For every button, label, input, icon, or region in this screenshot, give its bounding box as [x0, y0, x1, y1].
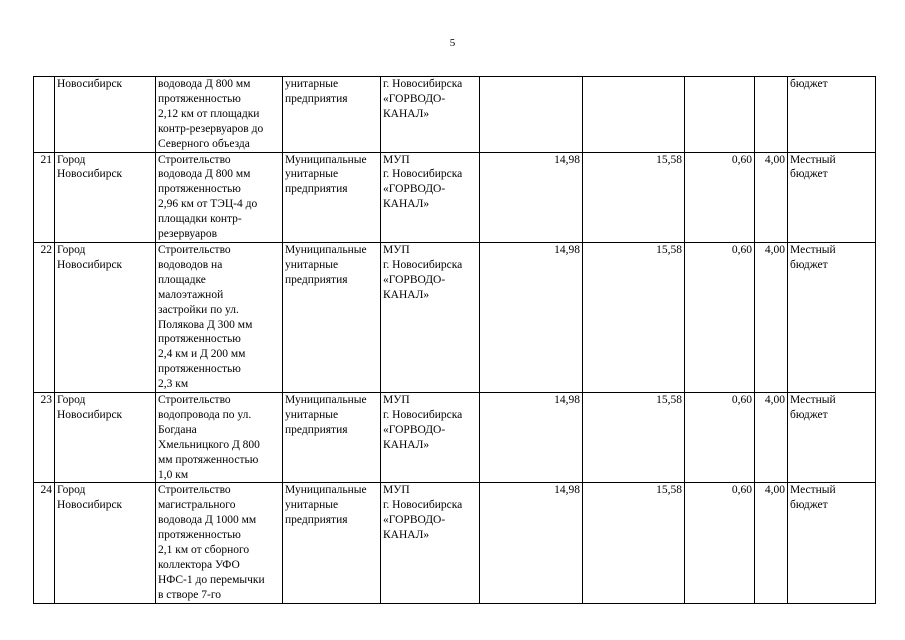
cell-text: Строительство	[158, 484, 231, 497]
cell-text: Новосибирск	[57, 258, 123, 271]
value-cell-4: 4,00	[755, 242, 788, 392]
cell-text: площадки контр-	[158, 213, 242, 226]
cell-text: Муниципальные	[285, 243, 367, 256]
cell-text: водопровода по ул.	[158, 408, 252, 421]
cell-text: Местный	[790, 153, 836, 166]
cell-text: г. Новосибирска	[383, 78, 463, 90]
organization-cell	[381, 242, 480, 392]
cell-text: 1,0 км	[158, 468, 189, 481]
cell-text: контр-резервуаров до	[158, 122, 264, 135]
row-number-cell: 21	[34, 152, 55, 242]
cell-text: унитарные	[285, 499, 339, 512]
cell-text: водоводов на	[158, 258, 223, 271]
cell-text: в створе 7-го	[158, 588, 222, 601]
value-cell-1: 14,98	[480, 152, 583, 242]
funding-source-cell	[788, 393, 876, 483]
cell-text: Муниципальные	[285, 153, 367, 166]
cell-text: Новосибирск	[57, 499, 123, 512]
value-cell-2	[583, 77, 685, 153]
value-cell-1: 14,98	[480, 242, 583, 392]
cell-text: застройки по ул.	[158, 303, 239, 316]
cell-text: бюджет	[790, 408, 828, 421]
cell-text: «ГОРВОДО-	[383, 514, 446, 527]
cell-text: бюджет	[790, 78, 828, 90]
cell-text: Полякова Д 300 мм	[158, 318, 253, 331]
org-type-cell	[283, 393, 381, 483]
cell-text: предприятия	[285, 423, 348, 436]
cell-text: 2,12 км от площадки	[158, 107, 260, 120]
cell-text: КАНАЛ»	[383, 288, 430, 301]
table-row	[34, 77, 876, 153]
cell-text: мм протяженностью	[158, 453, 259, 466]
value-cell-4: 4,00	[755, 483, 788, 603]
cell-text: г. Новосибирска	[383, 168, 463, 181]
funding-source-cell	[788, 77, 876, 153]
cell-text: Город	[57, 153, 86, 166]
value-cell-2: 15,58	[583, 393, 685, 483]
cell-text: протяженностью	[158, 363, 241, 376]
org-type-cell	[283, 242, 381, 392]
value-cell-1	[480, 77, 583, 153]
cell-text: МУП	[383, 484, 410, 497]
cell-text: Строительство	[158, 153, 231, 166]
cell-text: «ГОРВОДО-	[383, 273, 446, 286]
value-cell-3	[685, 77, 755, 153]
value-cell-4	[755, 77, 788, 153]
cell-text: малоэтажной	[158, 288, 224, 301]
org-type-cell	[283, 77, 381, 153]
funding-source-cell	[788, 242, 876, 392]
value-cell-3: 0,60	[685, 152, 755, 242]
page-number: 5	[449, 37, 456, 49]
organization-cell	[381, 393, 480, 483]
cell-text: унитарные	[285, 258, 339, 271]
cell-text: Местный	[790, 484, 836, 497]
funding-source-cell	[788, 152, 876, 242]
cell-text: Северного объезда	[158, 137, 250, 150]
cell-text: КАНАЛ»	[383, 198, 430, 211]
cell-text: водовода Д 1000 мм	[158, 514, 257, 527]
cell-text: г. Новосибирска	[383, 499, 463, 512]
cell-text: бюджет	[790, 168, 828, 181]
cell-text: г. Новосибирска	[383, 258, 463, 271]
cell-text: предприятия	[285, 273, 348, 286]
cell-text: площадке	[158, 273, 206, 286]
cell-text: КАНАЛ»	[383, 529, 430, 542]
value-cell-1: 14,98	[480, 483, 583, 603]
municipality-cell	[55, 152, 156, 242]
cell-text: КАНАЛ»	[383, 107, 430, 120]
document-table	[33, 76, 876, 604]
cell-text: предприятия	[285, 92, 348, 105]
value-cell-4: 4,00	[755, 152, 788, 242]
municipality-cell	[55, 77, 156, 153]
cell-text: КАНАЛ»	[383, 438, 430, 451]
cell-text: водовода Д 800 мм	[158, 78, 251, 90]
project-cell	[156, 393, 283, 483]
cell-text: МУП	[383, 243, 410, 256]
cell-text: 2,1 км от сборного	[158, 544, 250, 557]
cell-text: Муниципальные	[285, 394, 367, 407]
table-row	[34, 393, 876, 483]
cell-text: Строительство	[158, 243, 231, 256]
cell-text: резервуаров	[158, 228, 218, 241]
value-cell-4: 4,00	[755, 393, 788, 483]
cell-text: 2,96 км от ТЭЦ-4 до	[158, 198, 258, 211]
row-number-cell: 22	[34, 242, 55, 392]
cell-text: унитарные	[285, 408, 339, 421]
org-type-cell	[283, 152, 381, 242]
cell-text: протяженностью	[158, 92, 241, 105]
cell-text: бюджет	[790, 499, 828, 512]
municipality-cell	[55, 393, 156, 483]
value-cell-3: 0,60	[685, 483, 755, 603]
cell-text: 2,3 км	[158, 378, 189, 391]
cell-text: водовода Д 800 мм	[158, 168, 251, 181]
cell-text: Местный	[790, 394, 836, 407]
value-cell-3: 0,60	[685, 393, 755, 483]
municipality-cell	[55, 483, 156, 603]
project-cell	[156, 483, 283, 603]
cell-text: «ГОРВОДО-	[383, 92, 446, 105]
cell-text: коллектора УФО	[158, 559, 240, 571]
row-number-cell: 23	[34, 393, 55, 483]
cell-text: Город	[57, 484, 86, 497]
row-number-cell: 24	[34, 483, 55, 603]
cell-text: Новосибирск	[57, 78, 123, 90]
cell-text: предприятия	[285, 514, 348, 527]
row-number-cell	[34, 77, 55, 153]
value-cell-2: 15,58	[583, 483, 685, 603]
org-type-cell	[283, 483, 381, 603]
cell-text: г. Новосибирска	[383, 408, 463, 421]
cell-text: МУП	[383, 153, 410, 166]
cell-text: Новосибирск	[57, 168, 123, 181]
cell-text: Богдана	[158, 423, 197, 436]
value-cell-2: 15,58	[583, 152, 685, 242]
cell-text: МУП	[383, 394, 410, 407]
cell-text: Город	[57, 394, 86, 407]
organization-cell	[381, 483, 480, 603]
cell-text: Город	[57, 243, 86, 256]
cell-text: Муниципальные	[285, 484, 367, 497]
cell-text: Новосибирск	[57, 408, 123, 421]
cell-text: унитарные	[285, 78, 339, 90]
municipality-cell	[55, 242, 156, 392]
cell-text: НФС-1 до перемычки	[158, 573, 265, 586]
table-row	[34, 152, 876, 242]
organization-cell	[381, 77, 480, 153]
cell-text: Местный	[790, 243, 836, 256]
project-cell	[156, 152, 283, 242]
table-row	[34, 242, 876, 392]
cell-text: Хмельницкого Д 800	[158, 438, 260, 451]
cell-text: бюджет	[790, 258, 828, 271]
cell-text: предприятия	[285, 183, 348, 196]
cell-text: унитарные	[285, 168, 339, 181]
funding-source-cell	[788, 483, 876, 603]
cell-text: «ГОРВОДО-	[383, 183, 446, 196]
value-cell-1: 14,98	[480, 393, 583, 483]
cell-text: магистрального	[158, 499, 236, 512]
cell-text: 2,4 км и Д 200 мм	[158, 348, 246, 361]
value-cell-2: 15,58	[583, 242, 685, 392]
cell-text: протяженностью	[158, 529, 241, 542]
cell-text: «ГОРВОДО-	[383, 423, 446, 436]
cell-text: протяженностью	[158, 183, 241, 196]
table-row	[34, 483, 876, 603]
value-cell-3: 0,60	[685, 242, 755, 392]
project-cell	[156, 77, 283, 153]
project-cell	[156, 242, 283, 392]
cell-text: Строительство	[158, 394, 231, 407]
organization-cell	[381, 152, 480, 242]
cell-text: протяженностью	[158, 333, 241, 346]
